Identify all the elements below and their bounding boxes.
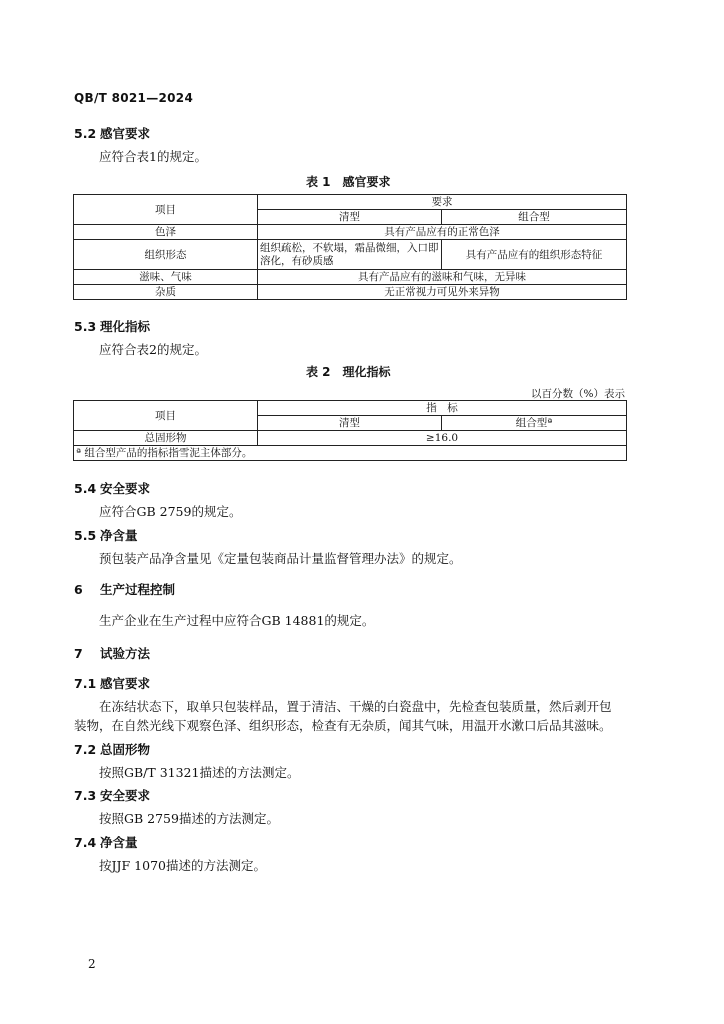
section-7-1-text-line2: 装物，在自然光线下观察色泽、组织形态，检查有无杂质，闻其气味，用温开水漱口后品其滋味。 [74,718,612,733]
table1-header-requirement: 要求 [258,195,627,210]
table1-row-color-value: 具有产品应有的正常色泽 [258,225,627,240]
section-7-2-text: 按照GB/T 31321描述的方法测定。 [99,765,300,780]
section-7-3-heading: 7.3 安全要求 [74,788,151,803]
section-5-2-text: 应符合表1的规定。 [99,149,207,164]
table2-header-index: 指 标 [258,401,627,416]
table1-row-impurity-value: 无正常视力可见外来异物 [258,285,627,300]
table1-header-item: 项目 [74,195,258,225]
section-7-3-text: 按照GB 2759描述的方法测定。 [99,811,279,826]
section-7-4-heading: 7.4 净含量 [74,835,138,850]
section-6-text: 生产企业在生产过程中应符合GB 14881的规定。 [99,613,375,628]
table1-header-combo: 组合型 [442,210,627,225]
table1-row-color-item: 色泽 [74,225,258,240]
standard-code: QB/T 8021—2024 [74,91,194,105]
physicochemical-table [73,400,627,461]
table1-header-clear: 清型 [258,210,442,225]
table2-unit-note: 以百分数（%）表示 [531,388,625,400]
section-7-2-heading: 7.2 总固形物 [74,742,151,757]
section-5-2-heading: 5.2 感官要求 [74,126,151,141]
table2-row-solids-value: ≥16.0 [258,431,627,446]
table1-row-taste-item: 滋味、气味 [74,270,258,285]
section-6-heading: 6 生产过程控制 [74,582,176,597]
table1-row-texture-clear: 组织疏松，不软塌，霜晶微细，入口即溶化，有砂质感 [258,240,442,270]
table1-row-texture-combo: 具有产品应有的组织形态特征 [442,240,627,270]
table1-row-impurity-item: 杂质 [74,285,258,300]
section-5-4-heading: 5.4 安全要求 [74,481,151,496]
table1-row-texture-item: 组织形态 [74,240,258,270]
table2-header-combo: 组合型ª [442,416,627,431]
section-5-5-heading: 5.5 净含量 [74,528,138,543]
table2-caption: 表 2 理化指标 [306,365,391,379]
page-number: 2 [88,957,96,971]
section-7-1-heading: 7.1 感官要求 [74,676,151,691]
table1-caption: 表 1 感官要求 [306,175,391,189]
section-5-3-text: 应符合表2的规定。 [99,342,207,357]
table2-row-solids-item: 总固形物 [74,431,258,446]
table2-footnote: ª 组合型产品的指标指雪泥主体部分。 [74,446,627,461]
table2-header-item: 项目 [74,401,258,431]
table2-header-clear: 清型 [258,416,442,431]
table1-row-taste-value: 具有产品应有的滋味和气味，无异味 [258,270,627,285]
section-5-4-text: 应符合GB 2759的规定。 [99,504,242,519]
section-7-1-text-line1: 在冻结状态下，取单只包装样品，置于清洁、干燥的白瓷盘中，先检查包装质量，然后剥开包 [99,699,612,714]
section-5-5-text: 预包装产品净含量见《定量包装商品计量监督管理办法》的规定。 [99,551,462,566]
section-7-heading: 7 试验方法 [74,646,151,661]
section-7-4-text: 按JJF 1070描述的方法测定。 [99,858,266,873]
section-5-3-heading: 5.3 理化指标 [74,319,151,334]
sensory-table [73,194,627,300]
